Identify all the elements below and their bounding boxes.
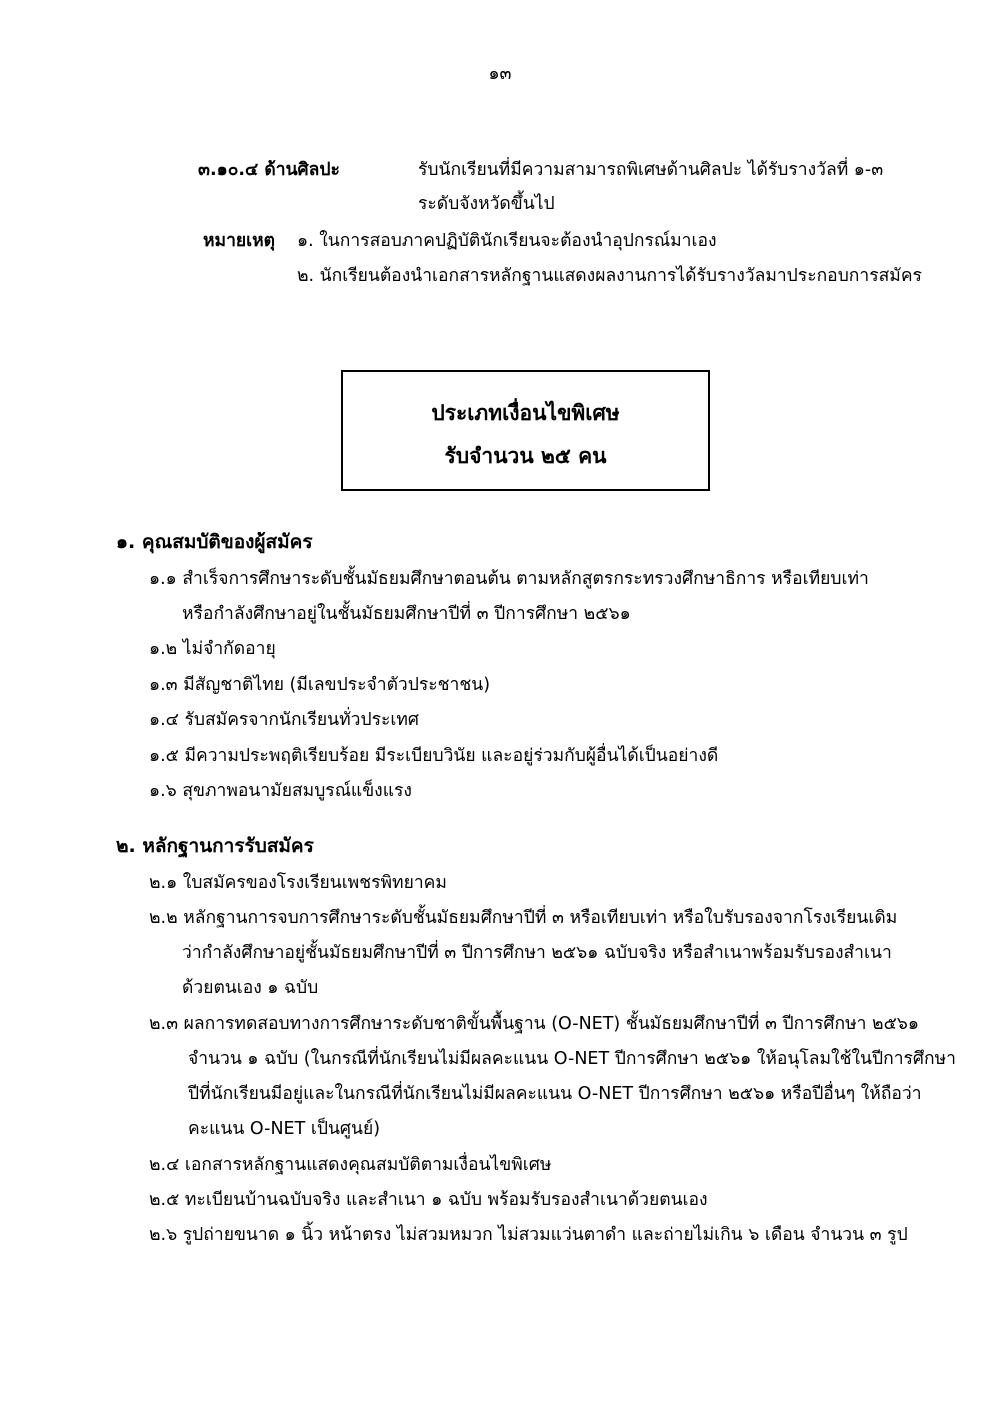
section-1-item-1-1: ๑.๑ สำเร็จการศึกษาระดับชั้นมัธยมศึกษาตอนต้น ตามหลักสูตรกระทรวงศึกษาธิการ หรือเทียบเท่า: [149, 569, 869, 589]
section-1-item-1-3: ๑.๓ มีสัญชาติไทย (มีเลขประจำตัวประชาชน): [149, 675, 491, 695]
section-2-item-2-3: ๒.๓ ผลการทดสอบทางการศึกษาระดับชาติขั้นพื้นฐาน (O-NET) ชั้นมัธยมศึกษาปีที่ ๓ ปีการศึกษา ๒๕๖๑: [149, 1014, 920, 1034]
art-section-label: ๓.๑๐.๔ ด้านศิลปะ: [198, 160, 340, 180]
section-2-item-2-5: ๒.๕ ทะเบียนบ้านฉบับจริง และสำเนา ๑ ฉบับ พร้อมรับรองสำเนาด้วยตนเอง: [149, 1190, 708, 1210]
section-2-item-2-2: ๒.๒ หลักฐานการจบการศึกษาระดับชั้นมัธยมศึกษาปีที่ ๓ หรือเทียบเท่า หรือใบรับรองจากโรงเรียนเดิม: [149, 908, 898, 928]
section-1-item-1-1-cont: หรือกำลังศึกษาอยู่ในชั้นมัธยมศึกษาปีที่ ๓ ปีการศึกษา ๒๕๖๑: [182, 604, 631, 624]
art-section-line-2: ระดับจังหวัดขึ้นไป: [418, 194, 555, 214]
section-1-item-1-6: ๑.๖ สุขภาพอนามัยสมบูรณ์แข็งแรง: [149, 781, 412, 801]
section-1-item-1-4: ๑.๔ รับสมัครจากนักเรียนทั่วประเทศ: [149, 710, 420, 730]
section-2-item-2-4: ๒.๔ เอกสารหลักฐานแสดงคุณสมบัติตามเงื่อนไขพิเศษ: [149, 1155, 552, 1175]
section-1-item-1-5: ๑.๕ มีความประพฤติเรียบร้อย มีระเบียบวินัย และอยู่ร่วมกับผู้อื่นได้เป็นอย่างดี: [149, 746, 719, 766]
section-1-item-1-2: ๑.๒ ไม่จำกัดอายุ: [149, 639, 276, 659]
section-2-item-2-1: ๒.๑ ใบสมัครของโรงเรียนเพชรพิทยาคม: [149, 873, 447, 893]
remark-item-2: ๒. นักเรียนต้องนำเอกสารหลักฐานแสดงผลงานการได้รับรางวัลมาประกอบการสมัคร: [297, 266, 922, 286]
section-2-item-2-3-cont-1: จำนวน ๑ ฉบับ (ในกรณีที่นักเรียนไม่มีผลคะแนน O-NET ปีการศึกษา ๒๕๖๑ ให้อนุโลมใช้ในปีการศึกษา: [188, 1049, 956, 1069]
remark-label: หมายเหตุ: [203, 231, 276, 251]
category-box: [341, 370, 710, 491]
page-number: ๑๓: [488, 64, 512, 84]
remark-item-1: ๑. ในการสอบภาคปฏิบัตินักเรียนจะต้องนำอุปกรณ์มาเอง: [297, 231, 717, 251]
section-2-item-2-2-cont-1: ว่ากำลังศึกษาอยู่ชั้นมัธยมศึกษาปีที่ ๓ ปีการศึกษา ๒๕๖๑ ฉบับจริง หรือสำเนาพร้อมรับรองสำเนา: [182, 943, 892, 963]
section-2-item-2-3-cont-2: ปีที่นักเรียนมีอยู่และในกรณีที่นักเรียนไม่มีผลคะแนน O-NET ปีการศึกษา ๒๕๖๑ หรือปีอื่นๆ ให้ถือว่า: [188, 1084, 922, 1104]
section-2-heading: ๒. หลักฐานการรับสมัคร: [116, 835, 314, 857]
section-2-item-2-3-cont-3: คะแนน O-NET เป็นศูนย์): [188, 1119, 381, 1139]
section-1-heading: ๑. คุณสมบัติของผู้สมัคร: [116, 531, 313, 553]
category-title: ประเภทเงื่อนไขพิเศษ: [431, 401, 620, 425]
art-section-line-1: รับนักเรียนที่มีความสามารถพิเศษด้านศิลปะ ได้รับรางวัลที่ ๑-๓: [418, 160, 884, 180]
section-2-item-2-2-cont-2: ด้วยตนเอง ๑ ฉบับ: [182, 978, 319, 998]
category-quota: รับจำนวน ๒๕ คน: [444, 444, 607, 468]
section-2-item-2-6: ๒.๖ รูปถ่ายขนาด ๑ นิ้ว หน้าตรง ไม่สวมหมวก ไม่สวมแว่นตาดำ และถ่ายไม่เกิน ๖ เดือน จำนวน ๓ รูป: [149, 1225, 908, 1245]
